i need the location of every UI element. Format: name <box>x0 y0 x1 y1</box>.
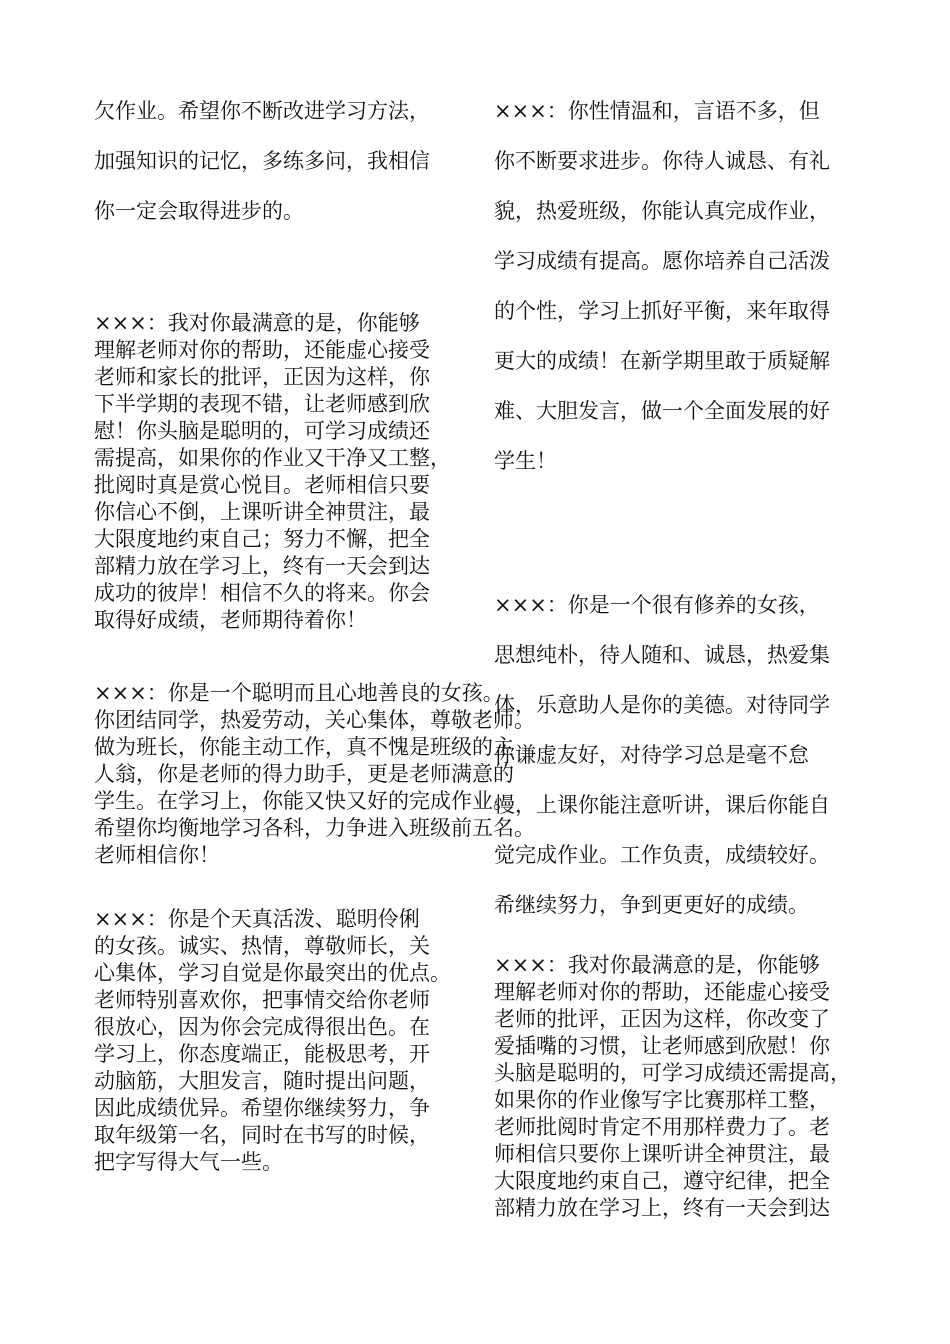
text-line: 难、大胆发言，做一个全面发展的好 <box>494 399 830 423</box>
right-paragraph-2 <box>494 580 830 930</box>
text-line: 的个性，学习上抓好平衡，来年取得 <box>494 299 830 323</box>
text-line: 人翁，你是老师的得力助手，更是老师满意的 <box>94 762 514 786</box>
text-line: 心集体，学习自觉是你最突出的优点。 <box>94 961 451 985</box>
text-line: 觉完成作业。工作负责，成绩较好。 <box>494 843 830 867</box>
text-line: ×××：你是一个聪明而且心地善良的女孩。 <box>94 681 504 705</box>
left-paragraph-1 <box>94 86 430 236</box>
left-paragraph-2 <box>94 310 451 634</box>
text-line: 爱插嘴的习惯，让老师感到欣慰！你 <box>494 1034 830 1058</box>
text-line: 取年级第一名，同时在书写的时候， <box>94 1123 430 1147</box>
text-line: 体，乐意助人是你的美德。对待同学 <box>494 693 830 717</box>
text-line: 老师的批评，正因为这样，你改变了 <box>494 1007 830 1031</box>
text-line: 部精力放在学习上，终有一天会到达 <box>94 554 430 578</box>
text-line: 老师特别喜欢你，把事情交给你老师 <box>94 988 430 1012</box>
text-line: 大限度地约束自己，遵守纪律，把全 <box>494 1169 830 1193</box>
text-line: 头脑是聪明的，可学习成绩还需提高， <box>494 1061 851 1085</box>
left-paragraph-3 <box>94 680 535 869</box>
text-line: ×××：你性情温和，言语不多，但 <box>494 99 820 123</box>
text-line: 慢，上课你能注意听讲，课后你能自 <box>494 793 830 817</box>
text-line: 更大的成绩！在新学期里敢于质疑解 <box>494 349 830 373</box>
text-line: 大限度地约束自己；努力不懈，把全 <box>94 527 430 551</box>
right-paragraph-1 <box>494 86 830 486</box>
text-line: 理解老师对你的帮助，还能虚心接受 <box>494 980 830 1004</box>
text-line: 理解老师对你的帮助，还能虚心接受 <box>94 338 430 362</box>
text-line: 学生！ <box>494 449 557 473</box>
right-paragraph-3 <box>494 952 851 1222</box>
text-line: ×××：你是一个很有修养的女孩， <box>494 593 820 617</box>
text-line: 老师和家长的批评，正因为这样，你 <box>94 365 430 389</box>
text-line: 希继续努力，争到更更好的成绩。 <box>494 893 809 917</box>
text-line: 批阅时真是赏心悦目。老师相信只要 <box>94 473 430 497</box>
text-line: 的女孩。诚实、热情，尊敬师长，关 <box>94 934 430 958</box>
left-paragraph-4 <box>94 906 451 1176</box>
text-line: 把字写得大气一些。 <box>94 1150 283 1174</box>
text-line: 你不断要求进步。你待人诚恳、有礼 <box>494 149 830 173</box>
text-line: 如果你的作业像写字比赛那样工整， <box>494 1088 830 1112</box>
text-line: ×××：你是个天真活泼、聪明伶俐 <box>94 907 420 931</box>
text-line: 老师相信你！ <box>94 843 220 867</box>
text-line: 学习上，你态度端正，能极思考，开 <box>94 1042 430 1066</box>
text-line: ×××：我对你最满意的是，你能够 <box>494 953 820 977</box>
text-line: 学生。在学习上，你能又快又好的完成作业。 <box>94 789 514 813</box>
text-line: 你一定会取得进步的。 <box>94 199 304 223</box>
text-line: 动脑筋，大胆发言，随时提出问题， <box>94 1069 430 1093</box>
text-line: 学习成绩有提高。愿你培养自己活泼 <box>494 249 830 273</box>
text-line: 希望你均衡地学习各科，力争进入班级前五名。 <box>94 816 535 840</box>
text-line: 做为班长，你能主动工作，真不愧是班级的主 <box>94 735 514 759</box>
text-line: 欠作业。希望你不断改进学习方法， <box>94 99 430 123</box>
text-line: 下半学期的表现不错，让老师感到欣 <box>94 392 430 416</box>
text-line: 很放心，因为你会完成得很出色。在 <box>94 1015 430 1039</box>
text-line: 成功的彼岸！相信不久的将来。你会 <box>94 581 430 605</box>
text-line: 师相信只要你上课听讲全神贯注，最 <box>494 1142 830 1166</box>
text-line: 因此成绩优异。希望你继续努力，争 <box>94 1096 430 1120</box>
text-line: 貌，热爱班级，你能认真完成作业， <box>494 199 830 223</box>
text-line: 慰！你头脑是聪明的，可学习成绩还 <box>94 419 430 443</box>
text-line: ×××：我对你最满意的是，你能够 <box>94 311 420 335</box>
text-line: 你信心不倒，上课听讲全神贯注，最 <box>94 500 430 524</box>
text-line: 需提高，如果你的作业又干净又工整， <box>94 446 451 470</box>
text-line: 老师批阅时肯定不用那样费力了。老 <box>494 1115 830 1139</box>
text-line: 你谦虚友好，对待学习总是毫不怠 <box>494 743 809 767</box>
text-line: 部精力放在学习上，终有一天会到达 <box>494 1196 830 1220</box>
text-line: 思想纯朴，待人随和、诚恳，热爱集 <box>494 643 830 667</box>
text-line: 加强知识的记忆，多练多问，我相信 <box>94 149 430 173</box>
text-line: 你团结同学，热爱劳动，关心集体，尊敬老师。 <box>94 708 535 732</box>
text-line: 取得好成绩，老师期待着你！ <box>94 608 367 632</box>
